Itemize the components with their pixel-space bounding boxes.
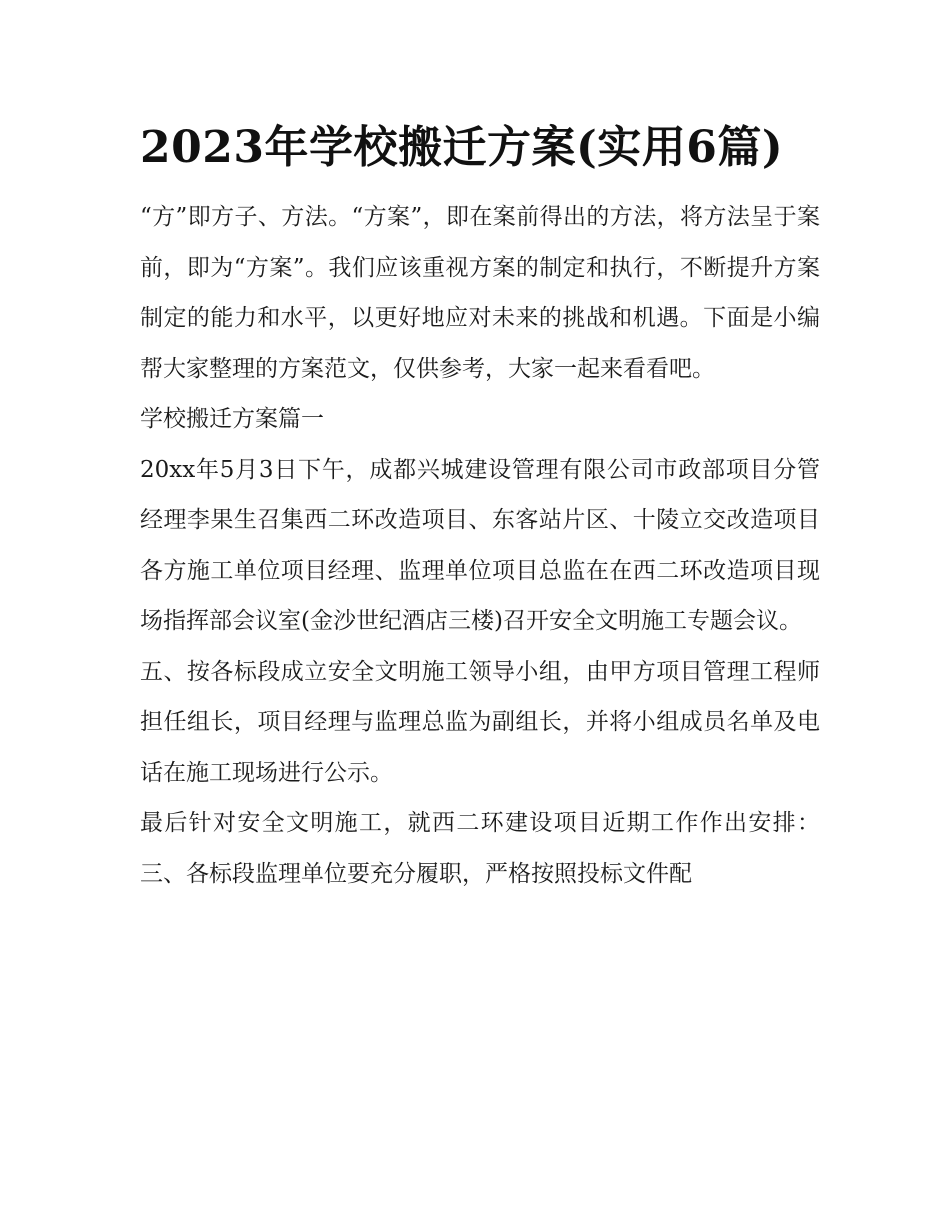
intro-paragraph: “方”即方子、方法。“方案”，即在案前得出的方法，将方法呈于案前，即为“方案”。我们应该重视方案的制定和执行，不断提升方案制定的能力和水平，以更好地应对未来的挑战和机遇。下面是小编帮大家整理的方案范文，仅供参考，大家一起来看看吧。 — [140, 204, 820, 382]
meeting-paragraph: 20xx年5月3日下午，成都兴城建设管理有限公司市政部项目分管经理李果生召集西二环改造项目、东客站片区、十陵立交改造项目各方施工单位项目经理、监理单位项目总监在在西二环改造项目现场指挥部会议室(金沙世纪酒店三楼)召开安全文明施工专题会议。 — [140, 456, 820, 634]
document-body — [140, 108, 820, 899]
item-five-paragraph: 五、按各标段成立安全文明施工领导小组，由甲方项目管理工程师担任组长，项目经理与监理总监为副组长，并将小组成员名单及电话在施工现场进行公示。 — [140, 658, 820, 786]
closing-paragraph: 最后针对安全文明施工，就西二环建设项目近期工作作出安排： 三、各标段监理单位要充分履职，严格按照投标文件配 — [140, 810, 820, 887]
document-title: 2023年学校搬迁方案(实用6篇) — [140, 122, 784, 173]
section-heading: 学校搬迁方案篇一 — [140, 406, 324, 432]
